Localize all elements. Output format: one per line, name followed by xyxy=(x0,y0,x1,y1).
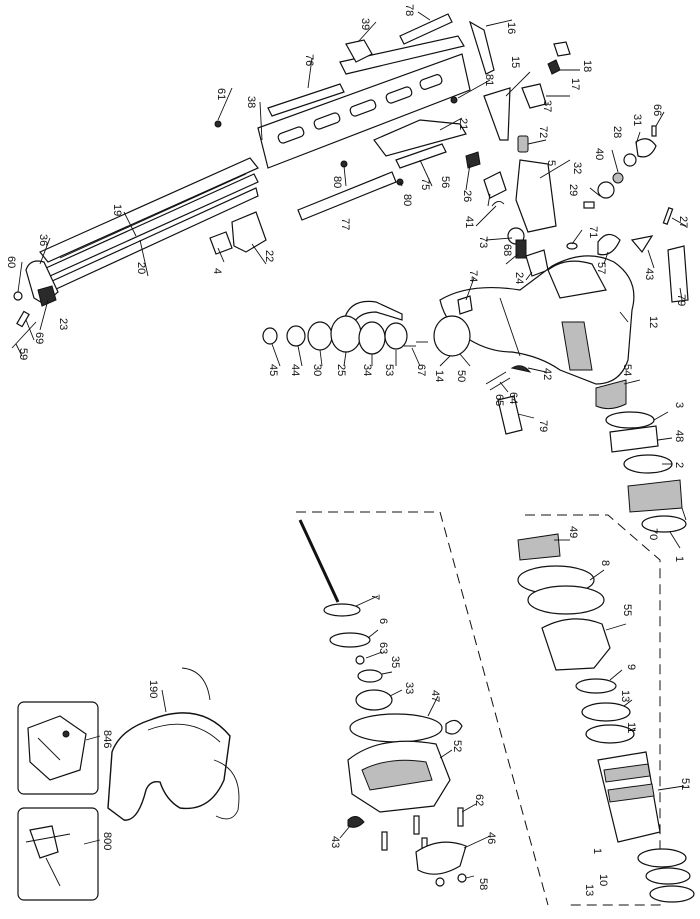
callout-13b: 13 xyxy=(583,884,595,897)
callout-70: 70 xyxy=(647,528,659,541)
callout-6: 6 xyxy=(377,618,389,625)
kit-846-box xyxy=(18,702,98,794)
callout-17: 17 xyxy=(569,78,581,91)
callout-28: 28 xyxy=(611,126,623,139)
callout-55: 55 xyxy=(621,604,633,617)
callout-13a: 13 xyxy=(619,690,631,703)
callout-41: 41 xyxy=(463,216,475,229)
callout-62: 62 xyxy=(473,794,485,807)
callout-31: 31 xyxy=(631,114,643,127)
callout-79a: 79 xyxy=(675,294,687,307)
callout-846: 846 xyxy=(101,730,113,749)
callout-16: 16 xyxy=(505,22,517,35)
callout-43a: 43 xyxy=(643,268,655,281)
callout-35: 35 xyxy=(389,656,401,669)
callout-66: 66 xyxy=(651,104,663,117)
callout-71: 71 xyxy=(587,226,599,239)
callout-51: 51 xyxy=(679,778,691,791)
callout-56: 56 xyxy=(439,176,451,189)
oring-53 xyxy=(385,323,407,349)
screw-63 xyxy=(356,656,364,664)
callout-19: 19 xyxy=(111,204,123,217)
leader-lines xyxy=(16,12,686,878)
callout-1a: 1 xyxy=(673,556,685,563)
pin-27 xyxy=(663,208,672,224)
nose-block-4 xyxy=(210,232,232,254)
gasket-34 xyxy=(359,322,385,354)
bracket-18 xyxy=(554,42,570,56)
screw-61 xyxy=(215,121,221,127)
oring-13b xyxy=(650,886,694,902)
screw-58b xyxy=(458,874,466,882)
screw-62b xyxy=(458,808,463,826)
callout-46: 46 xyxy=(485,832,497,845)
callout-30: 30 xyxy=(311,364,323,377)
screw-81 xyxy=(451,97,457,103)
piston-7 xyxy=(324,604,360,616)
callout-74: 74 xyxy=(467,270,479,283)
callout-47: 47 xyxy=(429,690,441,703)
callout-63: 63 xyxy=(377,642,389,655)
callout-52: 52 xyxy=(451,740,463,753)
label-strip-77 xyxy=(298,172,396,220)
cap-31 xyxy=(636,139,656,157)
callout-36: 36 xyxy=(37,234,49,247)
nose-plate-14 xyxy=(434,316,470,356)
callout-76: 76 xyxy=(303,54,315,67)
callout-2: 2 xyxy=(673,462,685,469)
ring-30 xyxy=(308,322,332,350)
callout-43b: 43 xyxy=(329,836,341,849)
callout-78: 78 xyxy=(403,4,415,17)
callout-79b: 79 xyxy=(537,420,549,433)
ring-28 xyxy=(624,154,636,166)
callout-49: 49 xyxy=(567,526,579,539)
callout-9: 9 xyxy=(625,664,637,671)
callout-72: 72 xyxy=(537,126,549,139)
trigger-26 xyxy=(484,172,506,198)
callout-69: 69 xyxy=(33,332,45,345)
teardrop-piece xyxy=(446,720,462,734)
cylinder-51 xyxy=(598,752,660,842)
oring-10 xyxy=(646,868,690,884)
gasket-47 xyxy=(350,714,442,742)
foot-43 xyxy=(348,816,364,827)
callout-73: 73 xyxy=(477,236,489,249)
pin-66 xyxy=(652,126,656,136)
callout-39: 39 xyxy=(359,18,371,31)
ring-1-lower xyxy=(638,849,686,867)
bumper-33 xyxy=(356,690,392,710)
callout-81: 81 xyxy=(483,74,495,87)
callout-23: 23 xyxy=(57,318,69,331)
callout-64: 64 xyxy=(507,392,519,405)
pin xyxy=(14,292,22,300)
ring-9 xyxy=(576,679,616,693)
callout-18: 18 xyxy=(581,60,593,73)
callout-44: 44 xyxy=(289,364,301,377)
cap-32 xyxy=(598,182,614,198)
callout-22: 22 xyxy=(263,250,275,263)
deflector-42 xyxy=(512,366,530,372)
screw-62c xyxy=(382,832,387,850)
callout-27: 27 xyxy=(677,216,689,229)
safety-glasses xyxy=(108,668,239,820)
callout-3: 3 xyxy=(673,402,685,409)
driver-blade xyxy=(300,520,338,602)
cap-49 xyxy=(518,534,560,560)
callout-5: 5 xyxy=(545,160,557,167)
callout-11: 11 xyxy=(625,722,637,734)
callout-20: 20 xyxy=(135,262,147,275)
callout-190: 190 xyxy=(147,680,159,699)
callout-26: 26 xyxy=(461,190,473,203)
callout-53: 53 xyxy=(383,364,395,377)
callout-59: 59 xyxy=(17,348,29,361)
spring-40 xyxy=(613,173,623,183)
callout-67: 67 xyxy=(415,364,427,377)
callout-25: 25 xyxy=(335,364,347,377)
lower-housing-52 xyxy=(348,741,450,812)
nose-latch-22 xyxy=(232,212,266,252)
block-74 xyxy=(458,296,472,314)
callout-45: 45 xyxy=(267,364,279,377)
callout-60: 60 xyxy=(5,256,17,269)
clip-56 xyxy=(466,152,480,168)
sleeve-48 xyxy=(610,426,658,452)
callout-32: 32 xyxy=(571,162,583,175)
callout-10: 10 xyxy=(597,874,609,887)
head-valve-55 xyxy=(542,619,610,670)
oring-3 xyxy=(606,412,654,428)
magazine-rail xyxy=(40,158,258,290)
oring-13a xyxy=(582,703,630,721)
bracket-17 xyxy=(548,60,560,74)
callout-800: 800 xyxy=(101,832,113,851)
bracket-21 xyxy=(374,120,466,156)
bushing-45 xyxy=(263,328,277,344)
callout-34: 34 xyxy=(361,364,373,377)
bushing-44 xyxy=(287,326,305,346)
cap-43 xyxy=(632,236,652,252)
callout-37: 37 xyxy=(541,100,553,113)
callout-24: 24 xyxy=(513,272,525,285)
oring-8b xyxy=(528,586,604,614)
callout-80a: 80 xyxy=(331,176,343,189)
callout-58: 58 xyxy=(477,878,489,891)
wire-64-65 xyxy=(486,372,510,390)
pin-29 xyxy=(584,202,594,208)
callout-14: 14 xyxy=(433,370,445,383)
callout-75: 75 xyxy=(419,178,431,191)
callout-57: 57 xyxy=(595,262,607,275)
washer-35 xyxy=(358,670,382,682)
callout-12: 12 xyxy=(647,316,659,329)
callout-8: 8 xyxy=(599,560,611,567)
callout-65: 65 xyxy=(493,394,505,407)
bumper-6 xyxy=(330,633,370,647)
callout-29: 29 xyxy=(567,184,579,197)
kit-800-box xyxy=(18,808,98,900)
screw-58a xyxy=(436,878,444,886)
callout-77: 77 xyxy=(339,218,351,231)
callout-48: 48 xyxy=(673,430,685,443)
clip-41 xyxy=(492,201,504,206)
adjuster-57 xyxy=(598,234,620,254)
callout-61: 61 xyxy=(215,88,227,101)
callout-15: 15 xyxy=(509,56,521,69)
callout-68: 68 xyxy=(501,244,513,257)
callout-21: 21 xyxy=(457,118,469,131)
trigger-body-5 xyxy=(516,160,556,232)
callout-50: 50 xyxy=(455,370,467,383)
nose-piece-25 xyxy=(331,316,361,352)
callout-54: 54 xyxy=(621,364,633,377)
callout-1b: 1 xyxy=(591,848,603,855)
spring-72 xyxy=(518,136,528,152)
valve-68 xyxy=(516,240,526,258)
screw-62a xyxy=(414,816,419,834)
callout-38: 38 xyxy=(245,96,257,109)
callout-40: 40 xyxy=(593,148,605,161)
callout-80b: 80 xyxy=(401,194,413,207)
callout-42: 42 xyxy=(541,368,553,381)
callout-33: 33 xyxy=(403,682,415,695)
latch-16 xyxy=(470,22,494,74)
callout-4: 4 xyxy=(211,268,223,275)
callout-7: 7 xyxy=(369,594,381,601)
ring-1-upper xyxy=(628,480,682,512)
